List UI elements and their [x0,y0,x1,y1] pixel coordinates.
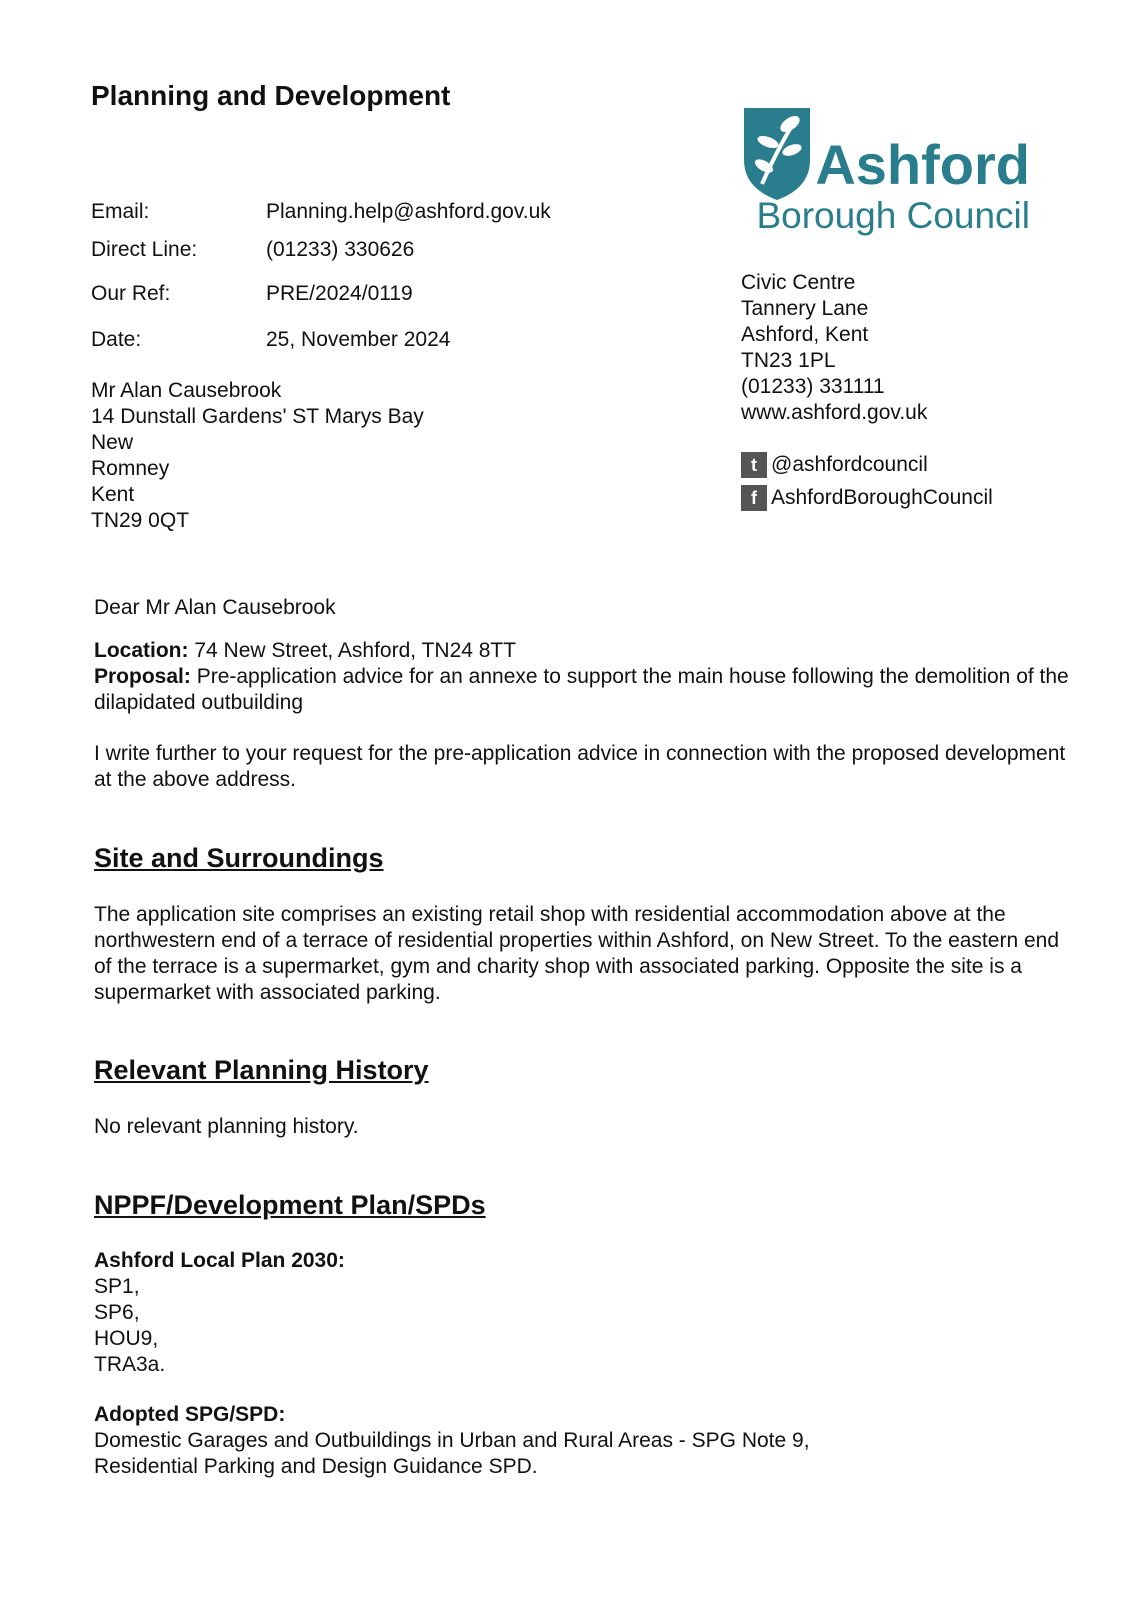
council-phone: (01233) 331111 [741,375,885,398]
address-line: TN29 0QT [91,509,190,532]
department-title: Planning and Development [91,80,451,111]
facebook-icon: f [741,485,767,511]
date-value: 25, November 2024 [266,328,451,351]
location-label: Location: [94,639,189,662]
date-label: Date: [91,328,142,351]
spg-section [94,1402,1074,1480]
policy-heading: NPPF/Development Plan/SPDs [94,1190,486,1220]
history-paragraph: No relevant planning history. [94,1115,359,1138]
shield-leaf-icon [740,100,1040,250]
salutation: Dear Mr Alan Causebrook [94,596,336,619]
address-line: Romney [91,457,170,480]
council-address-line: TN23 1PL [741,349,836,372]
logo-name: Ashford [815,133,1030,196]
ref-label: Our Ref: [91,282,171,305]
twitter-icon: t [741,452,767,478]
direct-line-label: Direct Line: [91,238,198,261]
council-address-line: Civic Centre [741,271,856,294]
proposal-line [94,664,1074,716]
address-line: Mr Alan Causebrook [91,379,282,402]
council-logo [740,100,1040,250]
address-line: 14 Dunstall Gardens' ST Marys Bay [91,405,424,428]
council-address-line: Ashford, Kent [741,323,869,346]
direct-line-value: (01233) 330626 [266,238,415,261]
logo-subtitle: Borough Council [756,195,1030,236]
policy-item: SP6, [94,1301,140,1324]
policy-item: SP1, [94,1275,140,1298]
location-line [94,638,1074,664]
council-address-line: Tannery Lane [741,297,869,320]
site-heading: Site and Surroundings [94,843,384,873]
twitter-text: @ashfordcouncil [771,453,928,476]
local-plan-label: Ashford Local Plan 2030: [94,1249,345,1272]
spg-label: Adopted SPG/SPD: [94,1403,286,1426]
address-line: Kent [91,483,135,506]
intro-paragraph: I write further to your request for the pre-application advice in connection with the proposed development at the above address. [94,742,1066,791]
facebook-text: AshfordBoroughCouncil [771,486,993,509]
history-heading: Relevant Planning History [94,1055,429,1085]
email-label: Email: [91,200,150,223]
proposal-label: Proposal: [94,665,191,688]
location-value: 74 New Street, Ashford, TN24 8TT [188,639,517,662]
proposal-value: Pre-application advice for an annexe to support the main house following the demolition of the dilapidated outbuilding [94,665,1069,714]
facebook-handle[interactable] [741,485,993,511]
email-value[interactable]: Planning.help@ashford.gov.uk [266,200,551,223]
council-address [741,270,927,426]
local-plan-section [94,1248,1074,1378]
policy-item: TRA3a. [94,1353,166,1376]
policy-item: HOU9, [94,1327,159,1350]
ref-value: PRE/2024/0119 [266,282,413,305]
twitter-handle[interactable] [741,452,928,478]
recipient-address [91,378,424,534]
spg-item: Residential Parking and Design Guidance SPD. [94,1455,538,1478]
address-line: New [91,431,134,454]
spg-item: Domestic Garages and Outbuildings in Urban and Rural Areas - SPG Note 9, [94,1429,810,1452]
council-website[interactable]: www.ashford.gov.uk [741,401,928,424]
site-paragraph: The application site comprises an existing retail shop with residential accommodation above at the northwestern end of a terrace of residential properties within Ashford, on New Street. To the eastern end of the terrace is a supermarket, gym and charity shop with associated parking. Opposite the site is a supermarket with associated parking. [94,903,1059,1004]
